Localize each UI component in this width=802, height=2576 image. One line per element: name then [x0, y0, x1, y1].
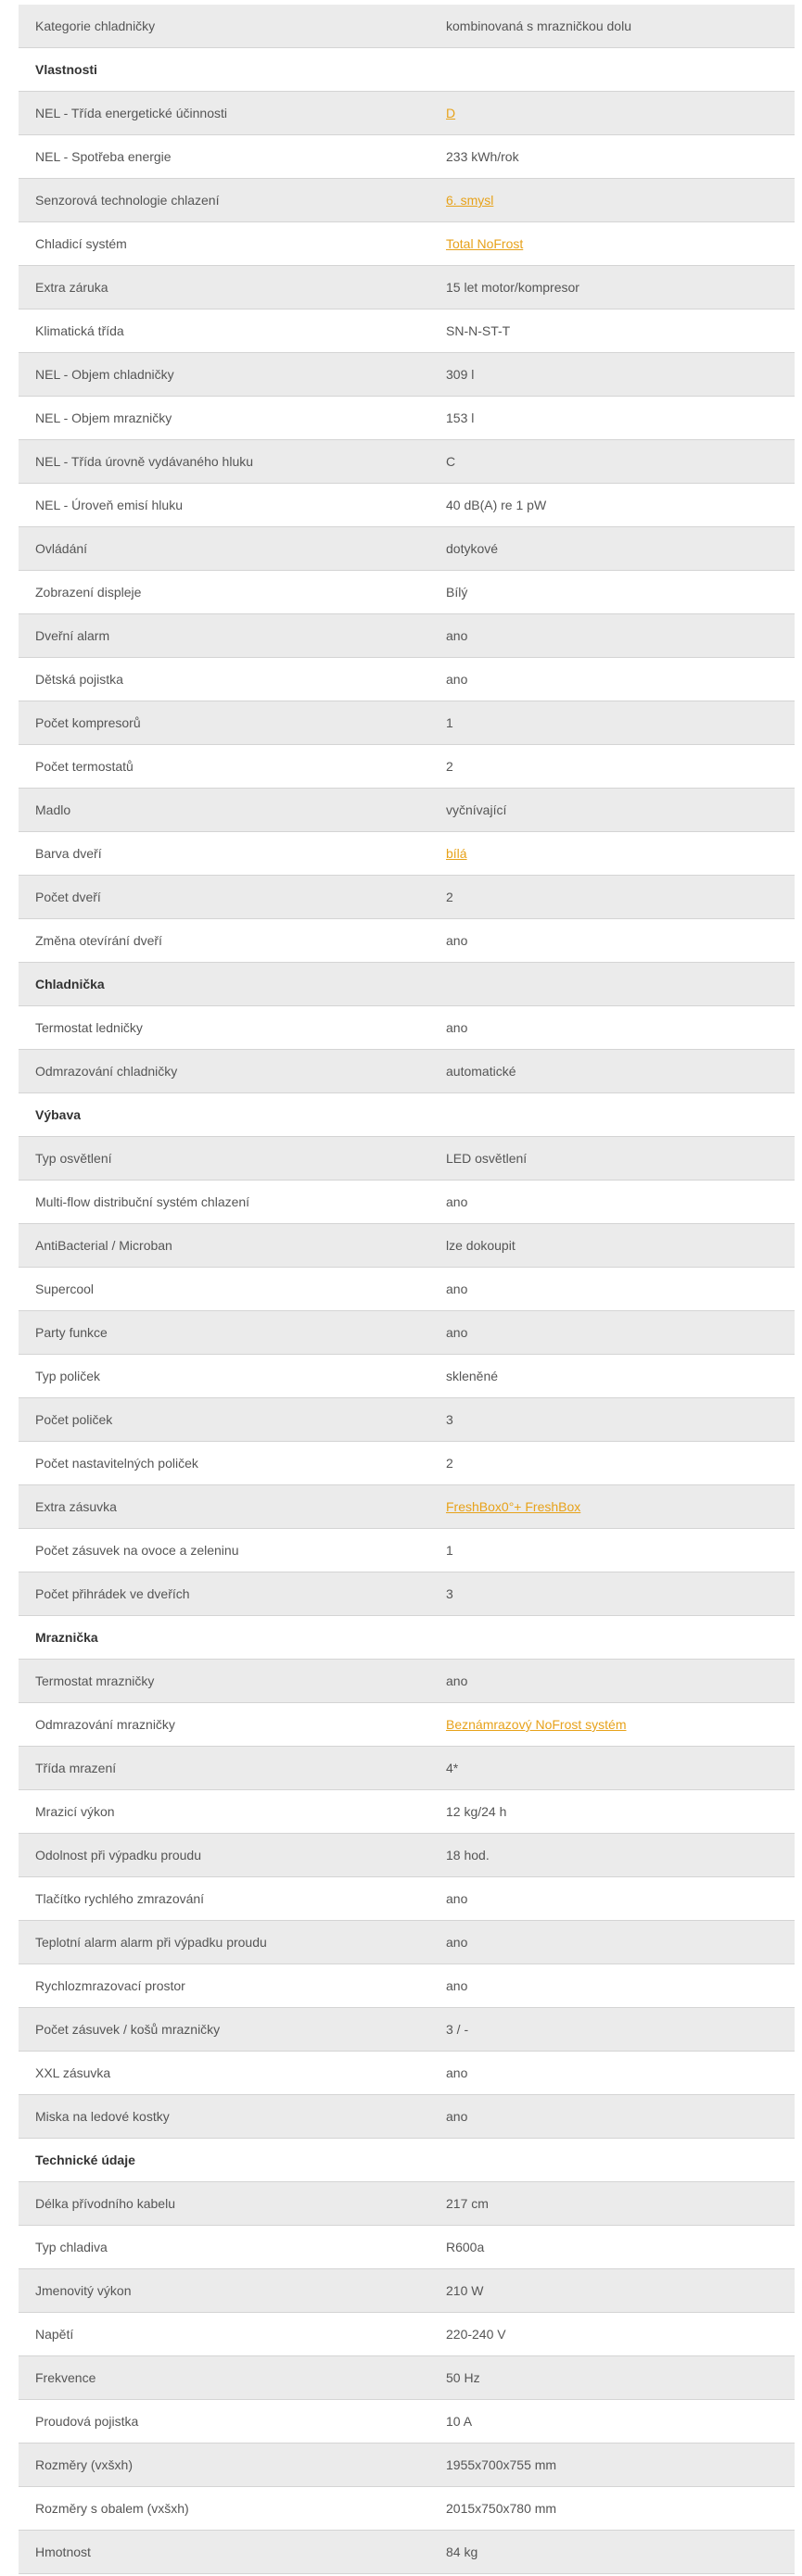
- spec-value-cell: [446, 193, 795, 208]
- spec-label: Supercool: [35, 1282, 95, 1296]
- spec-value-cell: [446, 2327, 795, 2342]
- spec-label: Rozměry (vxšxh): [35, 2457, 134, 2472]
- spec-value-cell: [446, 19, 795, 33]
- spec-value: ano: [446, 1978, 468, 1993]
- spec-row: [19, 440, 795, 484]
- spec-value-cell: [446, 149, 795, 164]
- spec-row: [19, 1921, 795, 1964]
- spec-value: ano: [446, 628, 468, 643]
- spec-label: Třída mrazení: [35, 1761, 117, 1775]
- spec-row: [19, 2226, 795, 2269]
- spec-value-cell: [446, 2196, 795, 2211]
- spec-row: [19, 2487, 795, 2531]
- spec-value: LED osvětlení: [446, 1151, 528, 1166]
- spec-label: Extra záruka: [35, 280, 108, 295]
- spec-value-cell: [446, 367, 795, 382]
- spec-value-cell: [446, 2457, 795, 2472]
- spec-label: Kategorie chladničky: [35, 19, 156, 33]
- spec-label: Ovládání: [35, 541, 88, 556]
- spec-label: Rozměry s obalem (vxšxh): [35, 2501, 189, 2516]
- spec-value: 2: [446, 759, 453, 774]
- spec-row: [19, 832, 795, 876]
- spec-row: [19, 1268, 795, 1311]
- spec-value: R600a: [446, 2240, 485, 2254]
- spec-value: 40 dB(A) re 1 pW: [446, 498, 547, 512]
- spec-row: [19, 1355, 795, 1398]
- spec-label: NEL - Úroveň emisí hluku: [35, 498, 183, 512]
- spec-label: Proudová pojistka: [35, 2414, 139, 2429]
- spec-value: ano: [446, 1325, 468, 1340]
- spec-row: [19, 2443, 795, 2487]
- spec-row: [19, 1703, 795, 1747]
- spec-row: [19, 1398, 795, 1442]
- spec-value: ano: [446, 672, 468, 687]
- spec-value: 3 / -: [446, 2022, 469, 2037]
- spec-value: ano: [446, 1673, 468, 1688]
- spec-row: [19, 135, 795, 179]
- spec-label: Typ chladiva: [35, 2240, 108, 2254]
- spec-row: [19, 353, 795, 397]
- spec-row: [19, 484, 795, 527]
- spec-value-cell: [446, 1325, 795, 1340]
- spec-row: [19, 1050, 795, 1093]
- spec-row: [19, 2356, 795, 2400]
- spec-row: [19, 2531, 795, 2574]
- spec-label: Barva dveří: [35, 846, 102, 861]
- spec-value: 220-240 V: [446, 2327, 506, 2342]
- spec-label: Počet přihrádek ve dveřích: [35, 1586, 190, 1601]
- spec-label: NEL - Objem chladničky: [35, 367, 174, 382]
- spec-row: [19, 1964, 795, 2008]
- spec-value-cell: [446, 106, 795, 120]
- spec-value-cell: [446, 1151, 795, 1166]
- spec-label: NEL - Spotřeba energie: [35, 149, 172, 164]
- spec-value: ano: [446, 933, 468, 948]
- spec-value-cell: [446, 715, 795, 730]
- spec-label: Madlo: [35, 802, 71, 817]
- spec-row: [19, 876, 795, 919]
- spec-label: Klimatická třída: [35, 323, 124, 338]
- spec-row: [19, 2052, 795, 2095]
- spec-row: [19, 1311, 795, 1355]
- spec-value-cell: [446, 628, 795, 643]
- spec-row: [19, 1181, 795, 1224]
- spec-label: Dětská pojistka: [35, 672, 123, 687]
- spec-label: Počet zásuvek na ovoce a zeleninu: [35, 1543, 239, 1558]
- section-title: Technické údaje: [35, 2153, 135, 2167]
- spec-value: 233 kWh/rok: [446, 149, 519, 164]
- spec-value-cell: [446, 1673, 795, 1688]
- spec-label: Party funkce: [35, 1325, 108, 1340]
- spec-row: [19, 571, 795, 614]
- spec-label: Změna otevírání dveří: [35, 933, 162, 948]
- spec-value: ano: [446, 2109, 468, 2124]
- spec-row: [19, 1529, 795, 1572]
- spec-value-cell: [446, 890, 795, 904]
- spec-row: [19, 1877, 795, 1921]
- spec-label: Počet nastavitelných poliček: [35, 1456, 198, 1471]
- spec-row: [19, 1485, 795, 1529]
- spec-label: Termostat mrazničky: [35, 1673, 155, 1688]
- spec-value: 3: [446, 1412, 453, 1427]
- spec-value: C: [446, 454, 456, 469]
- spec-row: [19, 1834, 795, 1877]
- spec-row: [19, 919, 795, 963]
- spec-value-cell: [446, 846, 795, 861]
- spec-value-cell: [446, 1194, 795, 1209]
- spec-value-cell: [446, 2544, 795, 2559]
- spec-value: 12 kg/24 h: [446, 1804, 507, 1819]
- spec-table: [19, 5, 795, 2574]
- spec-label: Extra zásuvka: [35, 1499, 117, 1514]
- spec-row: [19, 266, 795, 309]
- spec-value-cell: [446, 2240, 795, 2254]
- spec-value: vyčnívající: [446, 802, 507, 817]
- spec-value: ano: [446, 1891, 468, 1906]
- spec-row: [19, 1137, 795, 1181]
- spec-label: Napětí: [35, 2327, 74, 2342]
- spec-value: 153 l: [446, 410, 475, 425]
- spec-row: [19, 1790, 795, 1834]
- spec-row: [19, 179, 795, 222]
- spec-label: Odmrazování chladničky: [35, 1064, 178, 1079]
- section-title: Výbava: [35, 1107, 82, 1122]
- spec-label: Odolnost při výpadku proudu: [35, 1848, 201, 1863]
- spec-value-cell: [446, 2065, 795, 2080]
- spec-row: [19, 614, 795, 658]
- spec-value: Bílý: [446, 585, 468, 600]
- spec-value-cell: [446, 1543, 795, 1558]
- spec-value-cell: [446, 1412, 795, 1427]
- spec-value-cell: [446, 236, 795, 251]
- spec-label: XXL zásuvka: [35, 2065, 111, 2080]
- spec-value: 3: [446, 1586, 453, 1601]
- spec-value-cell: [446, 1282, 795, 1296]
- spec-value: SN-N-ST-T: [446, 323, 511, 338]
- spec-value-link[interactable]: Beznámrazový NoFrost systém: [446, 1717, 627, 1732]
- spec-value: 50 Hz: [446, 2370, 480, 2385]
- spec-value: ano: [446, 2065, 468, 2080]
- spec-value-cell: [446, 1586, 795, 1601]
- spec-value: 1: [446, 715, 453, 730]
- spec-label: Délka přívodního kabelu: [35, 2196, 175, 2211]
- spec-value-cell: [446, 1848, 795, 1863]
- spec-value-link[interactable]: FreshBox0°+ FreshBox: [446, 1499, 581, 1514]
- spec-row: [19, 745, 795, 789]
- spec-row: [19, 2008, 795, 2052]
- spec-value: 309 l: [446, 367, 475, 382]
- spec-value-cell: [446, 933, 795, 948]
- spec-label: Frekvence: [35, 2370, 96, 2385]
- spec-label: Jmenovitý výkon: [35, 2283, 132, 2298]
- spec-value-cell: [446, 759, 795, 774]
- spec-value: 10 A: [446, 2414, 473, 2429]
- spec-label: Miska na ledové kostky: [35, 2109, 170, 2124]
- spec-value-cell: [446, 1238, 795, 1253]
- spec-row: [19, 789, 795, 832]
- spec-row: [19, 1572, 795, 1616]
- spec-value: 1955x700x755 mm: [446, 2457, 557, 2472]
- section-header-row: [19, 963, 795, 1006]
- spec-value-cell: [446, 1804, 795, 1819]
- spec-value: ano: [446, 1282, 468, 1296]
- spec-label: Teplotní alarm alarm při výpadku proudu: [35, 1935, 267, 1950]
- spec-label: AntiBacterial / Microban: [35, 1238, 172, 1253]
- spec-label: Mrazicí výkon: [35, 1804, 115, 1819]
- spec-value: ano: [446, 1194, 468, 1209]
- spec-value-cell: [446, 1891, 795, 1906]
- spec-label: Počet termostatů: [35, 759, 134, 774]
- spec-value-link[interactable]: Total NoFrost: [446, 236, 524, 251]
- section-title: Vlastnosti: [35, 62, 97, 77]
- spec-label: Hmotnost: [35, 2544, 91, 2559]
- spec-value-cell: [446, 1935, 795, 1950]
- spec-value-cell: [446, 2414, 795, 2429]
- spec-value: automatické: [446, 1064, 516, 1079]
- section-header-row: [19, 1616, 795, 1660]
- spec-label: Rychlozmrazovací prostor: [35, 1978, 185, 1993]
- spec-row: [19, 92, 795, 135]
- spec-row: [19, 1660, 795, 1703]
- spec-value: 84 kg: [446, 2544, 478, 2559]
- spec-row: [19, 2095, 795, 2139]
- spec-label: Typ osvětlení: [35, 1151, 112, 1166]
- spec-value: lze dokoupit: [446, 1238, 516, 1253]
- spec-value-cell: [446, 672, 795, 687]
- spec-value-link[interactable]: bílá: [446, 846, 467, 861]
- section-header-row: [19, 1093, 795, 1137]
- spec-value-cell: [446, 454, 795, 469]
- spec-value: 18 hod.: [446, 1848, 490, 1863]
- spec-label: Senzorová technologie chlazení: [35, 193, 220, 208]
- spec-row: [19, 2269, 795, 2313]
- spec-label: Chladicí systém: [35, 236, 127, 251]
- spec-value-cell: [446, 2283, 795, 2298]
- spec-value-cell: [446, 2022, 795, 2037]
- spec-value: 4*: [446, 1761, 459, 1775]
- spec-label: Zobrazení displeje: [35, 585, 142, 600]
- spec-row: [19, 397, 795, 440]
- spec-label: Počet zásuvek / košů mrazničky: [35, 2022, 221, 2037]
- spec-row: [19, 1006, 795, 1050]
- spec-value-cell: [446, 410, 795, 425]
- spec-value-cell: [446, 1717, 795, 1732]
- spec-value-cell: [446, 2501, 795, 2516]
- spec-value-link[interactable]: D: [446, 106, 456, 120]
- spec-value-cell: [446, 541, 795, 556]
- spec-row: [19, 701, 795, 745]
- spec-label: Typ poliček: [35, 1369, 101, 1383]
- spec-value: ano: [446, 1020, 468, 1035]
- spec-row: [19, 2400, 795, 2443]
- spec-value-cell: [446, 1499, 795, 1514]
- spec-row: [19, 2313, 795, 2356]
- spec-value-cell: [446, 323, 795, 338]
- spec-label: Termostat ledničky: [35, 1020, 143, 1035]
- section-title: Mraznička: [35, 1630, 98, 1645]
- spec-label: Tlačítko rychlého zmrazování: [35, 1891, 205, 1906]
- spec-row: [19, 527, 795, 571]
- section-title: Chladnička: [35, 977, 105, 991]
- spec-value-cell: [446, 1978, 795, 1993]
- spec-label: NEL - Třída úrovně vydávaného hluku: [35, 454, 254, 469]
- spec-row: [19, 309, 795, 353]
- spec-label: Počet poliček: [35, 1412, 113, 1427]
- spec-row: [19, 222, 795, 266]
- spec-value: 1: [446, 1543, 453, 1558]
- spec-value-cell: [446, 585, 795, 600]
- spec-value-cell: [446, 498, 795, 512]
- spec-value-cell: [446, 2109, 795, 2124]
- spec-row: [19, 2182, 795, 2226]
- spec-label: Počet kompresorů: [35, 715, 141, 730]
- spec-value: 2: [446, 1456, 453, 1471]
- spec-value-cell: [446, 2370, 795, 2385]
- spec-row: [19, 5, 795, 48]
- spec-value: 15 let motor/kompresor: [446, 280, 579, 295]
- spec-value-link[interactable]: 6. smysl: [446, 193, 494, 208]
- spec-value-cell: [446, 802, 795, 817]
- spec-value: 2: [446, 890, 453, 904]
- spec-value-cell: [446, 1064, 795, 1079]
- spec-row: [19, 1747, 795, 1790]
- spec-value: 2015x750x780 mm: [446, 2501, 557, 2516]
- spec-row: [19, 1224, 795, 1268]
- spec-value-cell: [446, 1369, 795, 1383]
- spec-label: Dveřní alarm: [35, 628, 110, 643]
- spec-value: 210 W: [446, 2283, 484, 2298]
- section-header-row: [19, 48, 795, 92]
- spec-row: [19, 658, 795, 701]
- spec-value-cell: [446, 1020, 795, 1035]
- spec-label: Počet dveří: [35, 890, 101, 904]
- spec-value: dotykové: [446, 541, 499, 556]
- spec-value: ano: [446, 1935, 468, 1950]
- section-header-row: [19, 2139, 795, 2182]
- spec-value: skleněné: [446, 1369, 499, 1383]
- spec-label: NEL - Třída energetické účinnosti: [35, 106, 227, 120]
- spec-value-cell: [446, 280, 795, 295]
- spec-value-cell: [446, 1456, 795, 1471]
- spec-value: kombinovaná s mrazničkou dolu: [446, 19, 631, 33]
- spec-label: Odmrazování mrazničky: [35, 1717, 175, 1732]
- spec-value-cell: [446, 1761, 795, 1775]
- spec-label: NEL - Objem mrazničky: [35, 410, 172, 425]
- spec-value: 217 cm: [446, 2196, 489, 2211]
- spec-row: [19, 1442, 795, 1485]
- spec-label: Multi-flow distribuční systém chlazení: [35, 1194, 250, 1209]
